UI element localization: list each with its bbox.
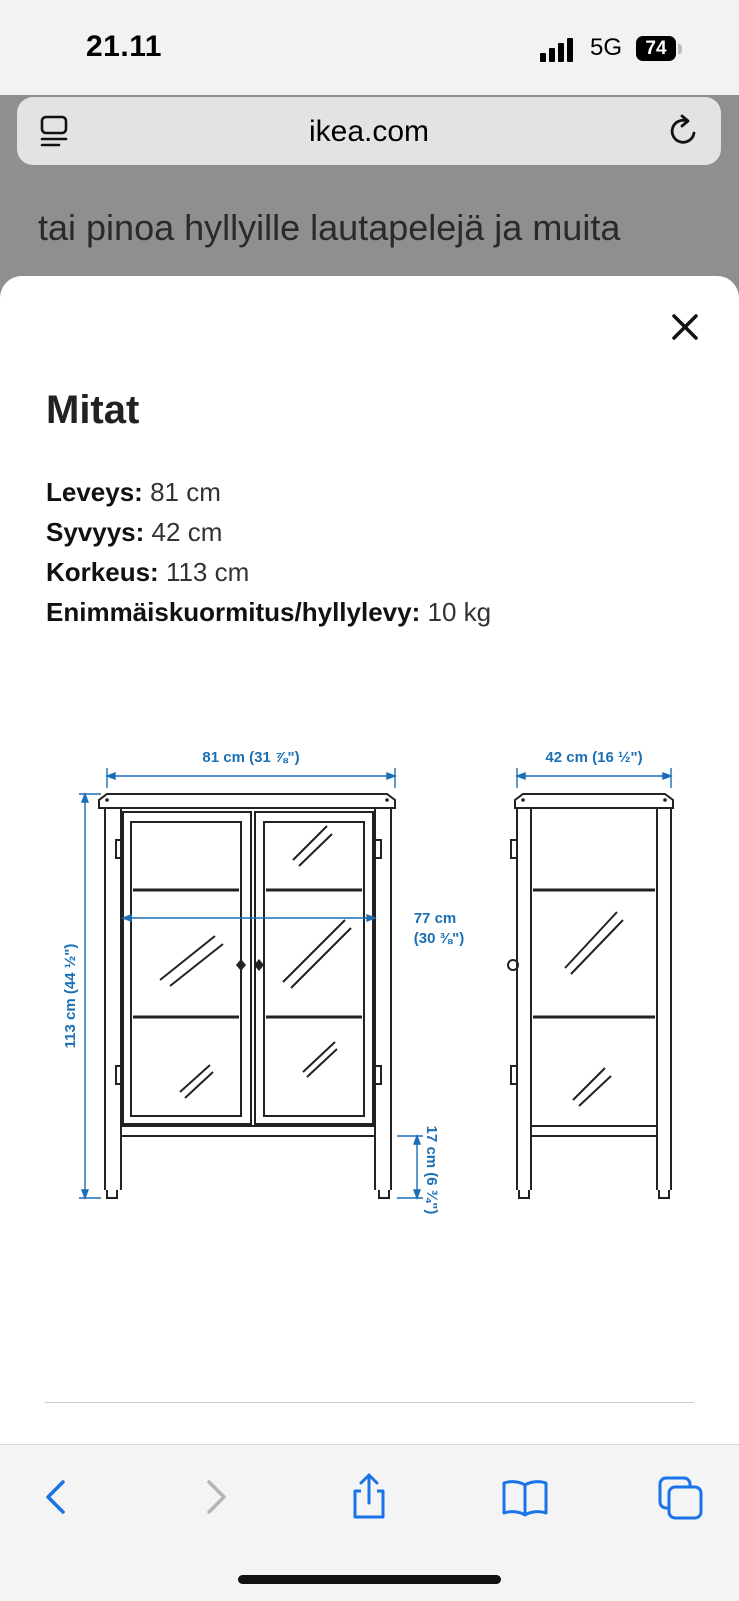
tabs-icon[interactable] xyxy=(656,1472,706,1522)
dimension-row-width xyxy=(46,472,491,512)
battery-icon: 74 xyxy=(636,36,676,61)
dimension-row-depth xyxy=(46,512,491,552)
height-dimension-label: 113 cm (44 ½") xyxy=(62,943,79,1049)
width-dimension-label: 81 cm (31 ⅞") xyxy=(202,749,300,766)
bookmarks-icon[interactable] xyxy=(500,1472,550,1522)
dimension-value: 10 kg xyxy=(427,597,492,627)
background-page xyxy=(0,183,739,283)
dimension-value: 113 cm xyxy=(165,557,250,587)
dimension-label: Syvyys: xyxy=(46,517,145,547)
dimension-label: Enimmäiskuormitus/hyllylevy: xyxy=(46,597,421,627)
dimension-label: Leveys: xyxy=(46,477,143,507)
dimensions-list xyxy=(46,472,491,632)
share-icon[interactable] xyxy=(344,1472,394,1522)
inner-width-label: 77 cm xyxy=(413,910,457,927)
leg-height-label: 17 cm (6 ¾") xyxy=(423,1125,440,1215)
dimension-row-max-load xyxy=(46,592,491,632)
depth-dimension-label: 42 cm (16 ½") xyxy=(545,749,643,766)
dimension-drawing xyxy=(45,740,695,1340)
section-divider xyxy=(45,1402,694,1403)
reload-icon[interactable] xyxy=(667,113,701,149)
close-icon[interactable] xyxy=(665,307,705,347)
status-bar xyxy=(0,0,739,95)
back-icon[interactable] xyxy=(32,1472,82,1522)
battery-tip xyxy=(678,44,682,54)
address-bar[interactable] xyxy=(17,97,721,165)
background-page-text: tai pinoa hyllyille lautapelejä ja muita xyxy=(38,207,621,248)
forward-icon[interactable] xyxy=(190,1472,240,1522)
dimension-value: 42 cm xyxy=(151,517,223,547)
network-type: 5G xyxy=(590,34,623,61)
sheet-title: Mitat xyxy=(46,388,140,432)
signal-icon xyxy=(540,38,580,62)
inner-width-label-inches: (30 ⅜") xyxy=(413,930,465,947)
home-indicator xyxy=(238,1575,501,1584)
dimension-label: Korkeus: xyxy=(46,557,159,587)
status-time: 21.11 xyxy=(86,30,162,63)
url-text[interactable]: ikea.com xyxy=(308,115,430,148)
dimension-value: 81 cm xyxy=(150,477,221,507)
dimension-row-height xyxy=(46,552,491,592)
